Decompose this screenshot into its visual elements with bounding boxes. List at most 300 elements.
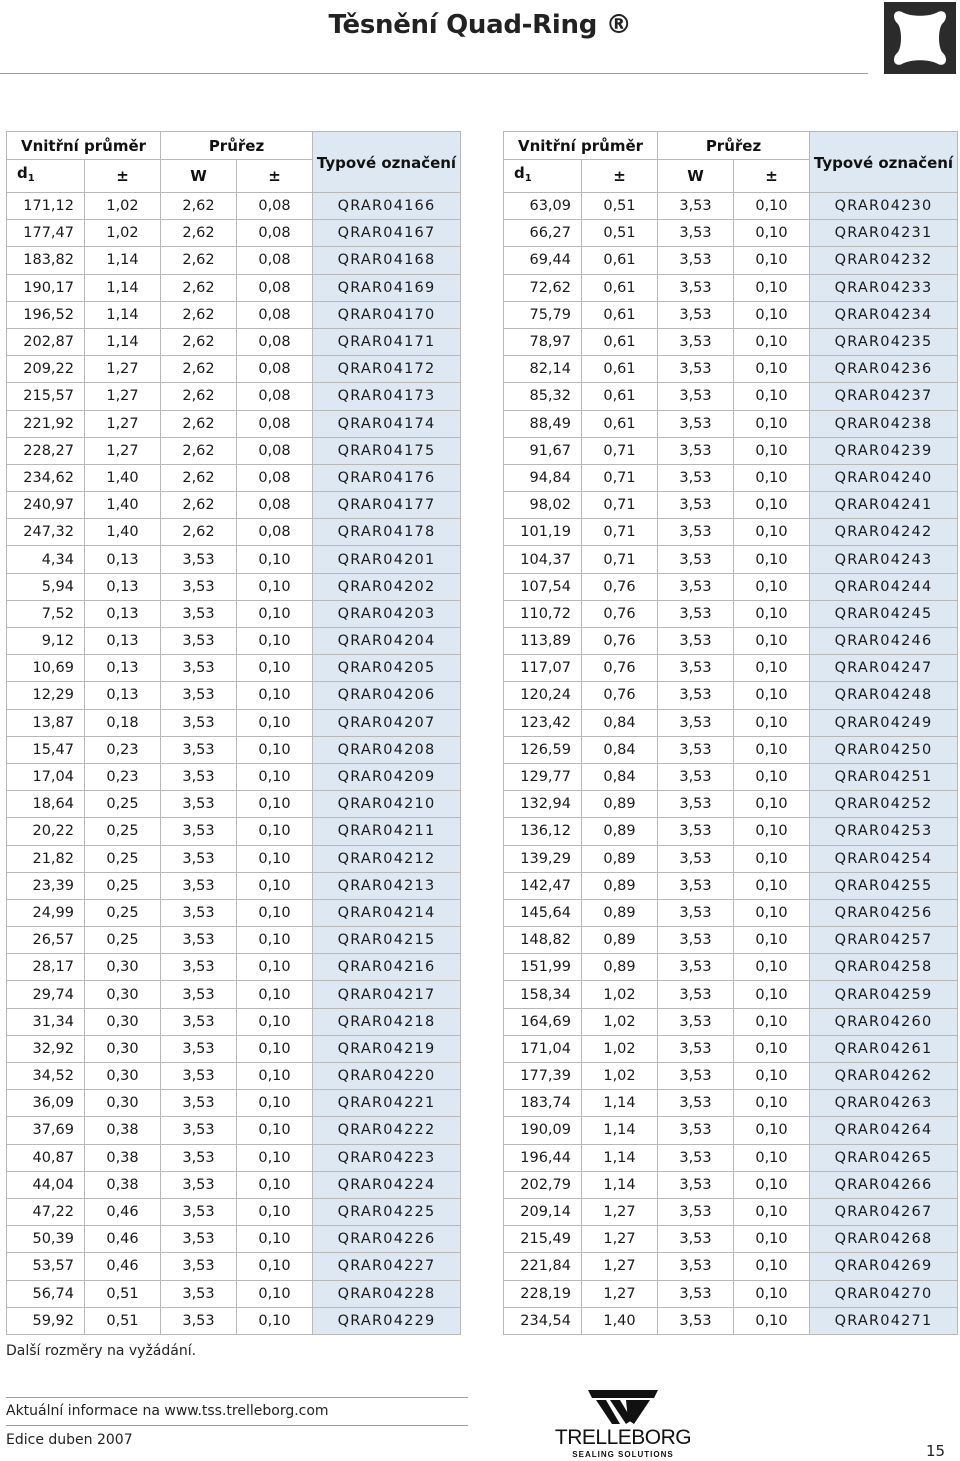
cell-type-designation: QRAR04245 [810, 600, 958, 627]
cell-w-tolerance: 0,10 [237, 1253, 313, 1280]
table-row [504, 1117, 958, 1144]
cell-type-designation: QRAR04206 [313, 682, 461, 709]
cell-w-tolerance: 0,10 [734, 573, 810, 600]
cell-d1-tolerance: 0,30 [85, 1090, 161, 1117]
cell-w: 3,53 [161, 1198, 237, 1225]
cell-d1-tolerance: 0,25 [85, 899, 161, 926]
cell-w: 3,53 [658, 193, 734, 220]
table-row [504, 573, 958, 600]
header-w: W [658, 160, 734, 193]
cell-d1: 69,44 [504, 247, 582, 274]
cell-d1: 98,02 [504, 492, 582, 519]
cell-d1: 215,57 [7, 383, 85, 410]
cell-w: 3,53 [658, 247, 734, 274]
cell-w-tolerance: 0,10 [237, 600, 313, 627]
cell-type-designation: QRAR04264 [810, 1117, 958, 1144]
cell-type-designation: QRAR04225 [313, 1198, 461, 1225]
cell-d1-tolerance: 0,13 [85, 573, 161, 600]
cell-d1-tolerance: 0,61 [582, 301, 658, 328]
cell-d1-tolerance: 1,14 [582, 1144, 658, 1171]
cell-d1-tolerance: 1,27 [582, 1226, 658, 1253]
table-row [504, 954, 958, 981]
quad-ring-icon [884, 2, 956, 74]
table-row [7, 1307, 461, 1334]
cell-w-tolerance: 0,10 [734, 1035, 810, 1062]
cell-d1-tolerance: 0,61 [582, 383, 658, 410]
table-row [504, 981, 958, 1008]
cell-w: 3,53 [658, 573, 734, 600]
cell-w-tolerance: 0,10 [734, 845, 810, 872]
cell-w-tolerance: 0,10 [734, 1280, 810, 1307]
availability-note: Další rozměry na vyžádání. [6, 1343, 197, 1359]
cell-w: 2,62 [161, 464, 237, 491]
cell-d1-tolerance: 0,46 [85, 1253, 161, 1280]
table-row [7, 600, 461, 627]
cell-d1: 151,99 [504, 954, 582, 981]
table-row [7, 1117, 461, 1144]
cell-d1: 234,54 [504, 1307, 582, 1334]
cell-w: 3,53 [658, 1226, 734, 1253]
cell-d1-tolerance: 0,25 [85, 791, 161, 818]
cell-type-designation: QRAR04234 [810, 301, 958, 328]
cell-type-designation: QRAR04262 [810, 1063, 958, 1090]
cell-w-tolerance: 0,10 [237, 981, 313, 1008]
header-inner-diameter: Vnitřní průměr [504, 132, 658, 160]
cell-type-designation: QRAR04261 [810, 1035, 958, 1062]
cell-d1-tolerance: 1,40 [85, 519, 161, 546]
cell-w-tolerance: 0,10 [734, 410, 810, 437]
dimension-table-right [503, 131, 958, 1335]
header-cross-section: Průřez [161, 132, 313, 160]
cell-d1-tolerance: 0,61 [582, 410, 658, 437]
cell-type-designation: QRAR04216 [313, 954, 461, 981]
cell-type-designation: QRAR04253 [810, 818, 958, 845]
cell-d1: 190,09 [504, 1117, 582, 1144]
table-row [7, 328, 461, 355]
cell-type-designation: QRAR04258 [810, 954, 958, 981]
cell-type-designation: QRAR04249 [810, 709, 958, 736]
page-number: 15 [926, 1442, 946, 1460]
cell-w: 3,53 [658, 736, 734, 763]
cell-d1-tolerance: 0,89 [582, 872, 658, 899]
table-row [504, 763, 958, 790]
cell-d1: 10,69 [7, 655, 85, 682]
cell-w: 3,53 [658, 1008, 734, 1035]
cell-w-tolerance: 0,08 [237, 301, 313, 328]
cell-w: 3,53 [161, 981, 237, 1008]
cell-w: 3,53 [658, 1035, 734, 1062]
right-table-wrap [503, 131, 958, 1335]
cell-w: 3,53 [161, 1117, 237, 1144]
cell-type-designation: QRAR04241 [810, 492, 958, 519]
header-d1: $d_1$ [7, 160, 85, 193]
right-table-body [504, 193, 958, 1335]
cell-type-designation: QRAR04226 [313, 1226, 461, 1253]
cell-d1: 113,89 [504, 628, 582, 655]
cell-d1: 132,94 [504, 791, 582, 818]
cell-w: 2,62 [161, 328, 237, 355]
table-row [7, 872, 461, 899]
table-row [7, 1144, 461, 1171]
header-inner-diameter: Vnitřní průměr [7, 132, 161, 160]
cell-type-designation: QRAR04243 [810, 546, 958, 573]
table-row [7, 1090, 461, 1117]
cell-w: 3,53 [658, 383, 734, 410]
cell-type-designation: QRAR04238 [810, 410, 958, 437]
cell-d1-tolerance: 0,30 [85, 1008, 161, 1035]
cell-w-tolerance: 0,10 [734, 1117, 810, 1144]
table-row [7, 220, 461, 247]
cell-type-designation: QRAR04174 [313, 410, 461, 437]
table-row [504, 709, 958, 736]
cell-d1: 47,22 [7, 1198, 85, 1225]
cell-d1: 18,64 [7, 791, 85, 818]
table-row [504, 1008, 958, 1035]
trelleborg-logo-icon [548, 1388, 698, 1428]
cell-w: 2,62 [161, 274, 237, 301]
cell-w-tolerance: 0,10 [237, 845, 313, 872]
cell-d1-tolerance: 0,61 [582, 247, 658, 274]
cell-w: 3,53 [161, 736, 237, 763]
cell-d1: 126,59 [504, 736, 582, 763]
cell-type-designation: QRAR04167 [313, 220, 461, 247]
cell-type-designation: QRAR04214 [313, 899, 461, 926]
cell-type-designation: QRAR04271 [810, 1307, 958, 1334]
cell-d1: 221,92 [7, 410, 85, 437]
cell-d1-tolerance: 0,71 [582, 492, 658, 519]
cell-d1: 37,69 [7, 1117, 85, 1144]
table-row [7, 1063, 461, 1090]
table-row [504, 1035, 958, 1062]
header-d1-tolerance: ± [85, 160, 161, 193]
cell-d1-tolerance: 0,46 [85, 1226, 161, 1253]
cell-w-tolerance: 0,10 [237, 791, 313, 818]
cell-w: 3,53 [658, 1280, 734, 1307]
cell-type-designation: QRAR04213 [313, 872, 461, 899]
cell-w: 3,53 [658, 1307, 734, 1334]
cell-type-designation: QRAR04230 [810, 193, 958, 220]
cell-w-tolerance: 0,10 [734, 356, 810, 383]
cell-w-tolerance: 0,10 [734, 1063, 810, 1090]
cell-w-tolerance: 0,10 [734, 328, 810, 355]
cell-d1-tolerance: 1,40 [85, 464, 161, 491]
table-row [504, 410, 958, 437]
cell-type-designation: QRAR04201 [313, 546, 461, 573]
cell-d1: 202,87 [7, 328, 85, 355]
cell-d1: 4,34 [7, 546, 85, 573]
table-row [7, 709, 461, 736]
cell-w: 3,53 [658, 328, 734, 355]
cell-w: 3,53 [161, 1144, 237, 1171]
cell-d1: 177,39 [504, 1063, 582, 1090]
cell-type-designation: QRAR04229 [313, 1307, 461, 1334]
cell-w-tolerance: 0,10 [734, 818, 810, 845]
cell-d1: 107,54 [504, 573, 582, 600]
cell-w: 3,53 [161, 546, 237, 573]
cell-w-tolerance: 0,10 [734, 1171, 810, 1198]
cell-type-designation: QRAR04224 [313, 1171, 461, 1198]
table-row [504, 220, 958, 247]
table-row [7, 356, 461, 383]
cell-w-tolerance: 0,10 [237, 899, 313, 926]
cell-d1: 148,82 [504, 927, 582, 954]
cell-d1-tolerance: 0,89 [582, 899, 658, 926]
cell-d1-tolerance: 0,84 [582, 709, 658, 736]
cell-w: 3,53 [161, 763, 237, 790]
cell-d1-tolerance: 0,25 [85, 927, 161, 954]
cell-w-tolerance: 0,10 [237, 1117, 313, 1144]
cell-w-tolerance: 0,10 [237, 818, 313, 845]
cell-d1: 190,17 [7, 274, 85, 301]
cell-type-designation: QRAR04260 [810, 1008, 958, 1035]
cell-d1: 12,29 [7, 682, 85, 709]
cell-type-designation: QRAR04263 [810, 1090, 958, 1117]
cell-d1: 21,82 [7, 845, 85, 872]
cell-d1: 20,22 [7, 818, 85, 845]
cell-w: 2,62 [161, 410, 237, 437]
cell-w: 2,62 [161, 193, 237, 220]
cell-w-tolerance: 0,10 [237, 1171, 313, 1198]
cell-type-designation: QRAR04210 [313, 791, 461, 818]
cell-d1-tolerance: 0,25 [85, 872, 161, 899]
cell-type-designation: QRAR04231 [810, 220, 958, 247]
cell-type-designation: QRAR04236 [810, 356, 958, 383]
cell-d1: 164,69 [504, 1008, 582, 1035]
cell-d1-tolerance: 0,38 [85, 1171, 161, 1198]
cell-d1: 215,49 [504, 1226, 582, 1253]
cell-d1: 101,19 [504, 519, 582, 546]
cell-d1-tolerance: 0,76 [582, 655, 658, 682]
cell-w-tolerance: 0,10 [734, 899, 810, 926]
cell-w-tolerance: 0,10 [734, 1198, 810, 1225]
cell-w: 3,53 [658, 600, 734, 627]
cell-d1-tolerance: 1,14 [85, 301, 161, 328]
cell-w-tolerance: 0,10 [237, 1307, 313, 1334]
cell-type-designation: QRAR04240 [810, 464, 958, 491]
cell-w: 3,53 [658, 872, 734, 899]
cell-w-tolerance: 0,10 [734, 1253, 810, 1280]
cell-w-tolerance: 0,10 [734, 763, 810, 790]
table-row [7, 492, 461, 519]
table-row [7, 383, 461, 410]
cell-w-tolerance: 0,10 [734, 736, 810, 763]
header-d1-tolerance: ± [582, 160, 658, 193]
table-row [7, 410, 461, 437]
table-row [504, 628, 958, 655]
cell-w-tolerance: 0,10 [237, 573, 313, 600]
cell-w-tolerance: 0,10 [734, 927, 810, 954]
cell-d1-tolerance: 0,13 [85, 546, 161, 573]
cell-d1-tolerance: 1,02 [582, 1063, 658, 1090]
table-row [504, 1307, 958, 1334]
cell-w-tolerance: 0,08 [237, 410, 313, 437]
cell-w: 3,53 [658, 655, 734, 682]
cell-type-designation: QRAR04209 [313, 763, 461, 790]
cell-w-tolerance: 0,10 [237, 1280, 313, 1307]
cell-type-designation: QRAR04178 [313, 519, 461, 546]
cell-w: 2,62 [161, 437, 237, 464]
cell-w-tolerance: 0,10 [734, 709, 810, 736]
cell-d1: 88,49 [504, 410, 582, 437]
left-table-wrap [6, 131, 461, 1335]
cell-d1: 23,39 [7, 872, 85, 899]
cell-d1-tolerance: 0,61 [582, 328, 658, 355]
table-row [7, 736, 461, 763]
table-row [504, 736, 958, 763]
cell-d1: 183,74 [504, 1090, 582, 1117]
cell-d1: 228,19 [504, 1280, 582, 1307]
cell-w-tolerance: 0,08 [237, 220, 313, 247]
cell-w: 3,53 [161, 682, 237, 709]
cell-d1-tolerance: 0,18 [85, 709, 161, 736]
cell-w: 3,53 [658, 927, 734, 954]
cell-type-designation: QRAR04222 [313, 1117, 461, 1144]
cell-w-tolerance: 0,08 [237, 383, 313, 410]
table-row [504, 791, 958, 818]
cell-d1-tolerance: 0,30 [85, 954, 161, 981]
cell-d1: 40,87 [7, 1144, 85, 1171]
cell-w: 2,62 [161, 356, 237, 383]
cell-w-tolerance: 0,10 [734, 383, 810, 410]
cell-w-tolerance: 0,10 [237, 682, 313, 709]
cell-d1: 123,42 [504, 709, 582, 736]
cell-d1-tolerance: 1,40 [85, 492, 161, 519]
table-row [504, 301, 958, 328]
cell-w-tolerance: 0,10 [237, 763, 313, 790]
dimension-table-left [6, 131, 461, 1335]
cell-type-designation: QRAR04242 [810, 519, 958, 546]
footer-info: Aktuální informace na www.tss.trelleborg.com [6, 1403, 329, 1419]
cell-d1-tolerance: 1,02 [582, 1035, 658, 1062]
cell-w: 3,53 [658, 410, 734, 437]
table-row [7, 247, 461, 274]
table-row [504, 492, 958, 519]
cell-d1: 26,57 [7, 927, 85, 954]
cell-type-designation: QRAR04207 [313, 709, 461, 736]
cell-w: 3,53 [161, 1090, 237, 1117]
table-row [7, 274, 461, 301]
cell-w-tolerance: 0,10 [734, 791, 810, 818]
cell-type-designation: QRAR04211 [313, 818, 461, 845]
cell-type-designation: QRAR04256 [810, 899, 958, 926]
table-row [504, 546, 958, 573]
table-row [504, 872, 958, 899]
table-row [7, 1035, 461, 1062]
cell-d1-tolerance: 0,51 [85, 1307, 161, 1334]
table-row [504, 655, 958, 682]
cell-d1-tolerance: 0,51 [85, 1280, 161, 1307]
cell-d1: 5,94 [7, 573, 85, 600]
cell-w-tolerance: 0,10 [734, 1307, 810, 1334]
cell-d1-tolerance: 1,14 [582, 1090, 658, 1117]
footer-rule-bottom [6, 1425, 468, 1426]
cell-w-tolerance: 0,10 [734, 1226, 810, 1253]
cell-w-tolerance: 0,10 [237, 628, 313, 655]
cell-d1-tolerance: 0,30 [85, 1063, 161, 1090]
cell-type-designation: QRAR04265 [810, 1144, 958, 1171]
cell-d1: 9,12 [7, 628, 85, 655]
cell-w: 3,53 [658, 818, 734, 845]
header-w-tolerance: ± [237, 160, 313, 193]
cell-w: 2,62 [161, 519, 237, 546]
cell-w-tolerance: 0,10 [237, 1144, 313, 1171]
cell-d1-tolerance: 0,89 [582, 845, 658, 872]
cell-w-tolerance: 0,10 [734, 1090, 810, 1117]
cell-w-tolerance: 0,10 [237, 736, 313, 763]
table-row [7, 954, 461, 981]
table-row [7, 1253, 461, 1280]
table-row [7, 981, 461, 1008]
cell-type-designation: QRAR04250 [810, 736, 958, 763]
cell-d1-tolerance: 0,71 [582, 437, 658, 464]
cell-w: 2,62 [161, 492, 237, 519]
table-row [504, 600, 958, 627]
table-row [7, 655, 461, 682]
table-row [7, 301, 461, 328]
table-row [504, 1280, 958, 1307]
cell-d1: 34,52 [7, 1063, 85, 1090]
cell-w: 3,53 [658, 1090, 734, 1117]
cell-w-tolerance: 0,10 [237, 1063, 313, 1090]
cell-d1-tolerance: 0,13 [85, 655, 161, 682]
cell-type-designation: QRAR04173 [313, 383, 461, 410]
cell-w: 3,53 [658, 845, 734, 872]
cell-type-designation: QRAR04203 [313, 600, 461, 627]
cell-d1-tolerance: 1,27 [85, 437, 161, 464]
trelleborg-logo [548, 1388, 698, 1460]
logo-tagline: SEALING SOLUTIONS [572, 1450, 674, 1459]
cell-type-designation: QRAR04252 [810, 791, 958, 818]
cell-d1: 136,12 [504, 818, 582, 845]
cell-d1-tolerance: 0,23 [85, 763, 161, 790]
cell-d1: 32,92 [7, 1035, 85, 1062]
cell-w: 2,62 [161, 301, 237, 328]
cell-w-tolerance: 0,10 [237, 1008, 313, 1035]
cell-w-tolerance: 0,10 [734, 600, 810, 627]
cell-d1-tolerance: 0,76 [582, 682, 658, 709]
cell-d1-tolerance: 1,14 [85, 274, 161, 301]
cell-type-designation: QRAR04170 [313, 301, 461, 328]
cell-w-tolerance: 0,10 [734, 1008, 810, 1035]
table-row [504, 1253, 958, 1280]
cell-w-tolerance: 0,10 [734, 247, 810, 274]
cell-w: 3,53 [161, 872, 237, 899]
cell-d1-tolerance: 1,14 [582, 1171, 658, 1198]
table-row [504, 1198, 958, 1225]
cell-d1: 7,52 [7, 600, 85, 627]
cell-d1: 171,12 [7, 193, 85, 220]
cell-w: 3,53 [161, 954, 237, 981]
cell-type-designation: QRAR04205 [313, 655, 461, 682]
cell-w-tolerance: 0,08 [237, 519, 313, 546]
table-row [7, 791, 461, 818]
cell-w: 3,53 [658, 356, 734, 383]
cell-type-designation: QRAR04269 [810, 1253, 958, 1280]
cell-d1: 104,37 [504, 546, 582, 573]
cell-w-tolerance: 0,10 [237, 1090, 313, 1117]
cell-type-designation: QRAR04220 [313, 1063, 461, 1090]
header-w: W [161, 160, 237, 193]
cell-d1: 202,79 [504, 1171, 582, 1198]
cell-w-tolerance: 0,10 [734, 981, 810, 1008]
cell-w: 2,62 [161, 247, 237, 274]
cell-d1-tolerance: 0,61 [582, 274, 658, 301]
left-table-body [7, 193, 461, 1335]
cell-type-designation: QRAR04169 [313, 274, 461, 301]
cell-d1: 13,87 [7, 709, 85, 736]
title-rule [0, 73, 868, 74]
footer-edition: Edice duben 2007 [6, 1432, 133, 1448]
